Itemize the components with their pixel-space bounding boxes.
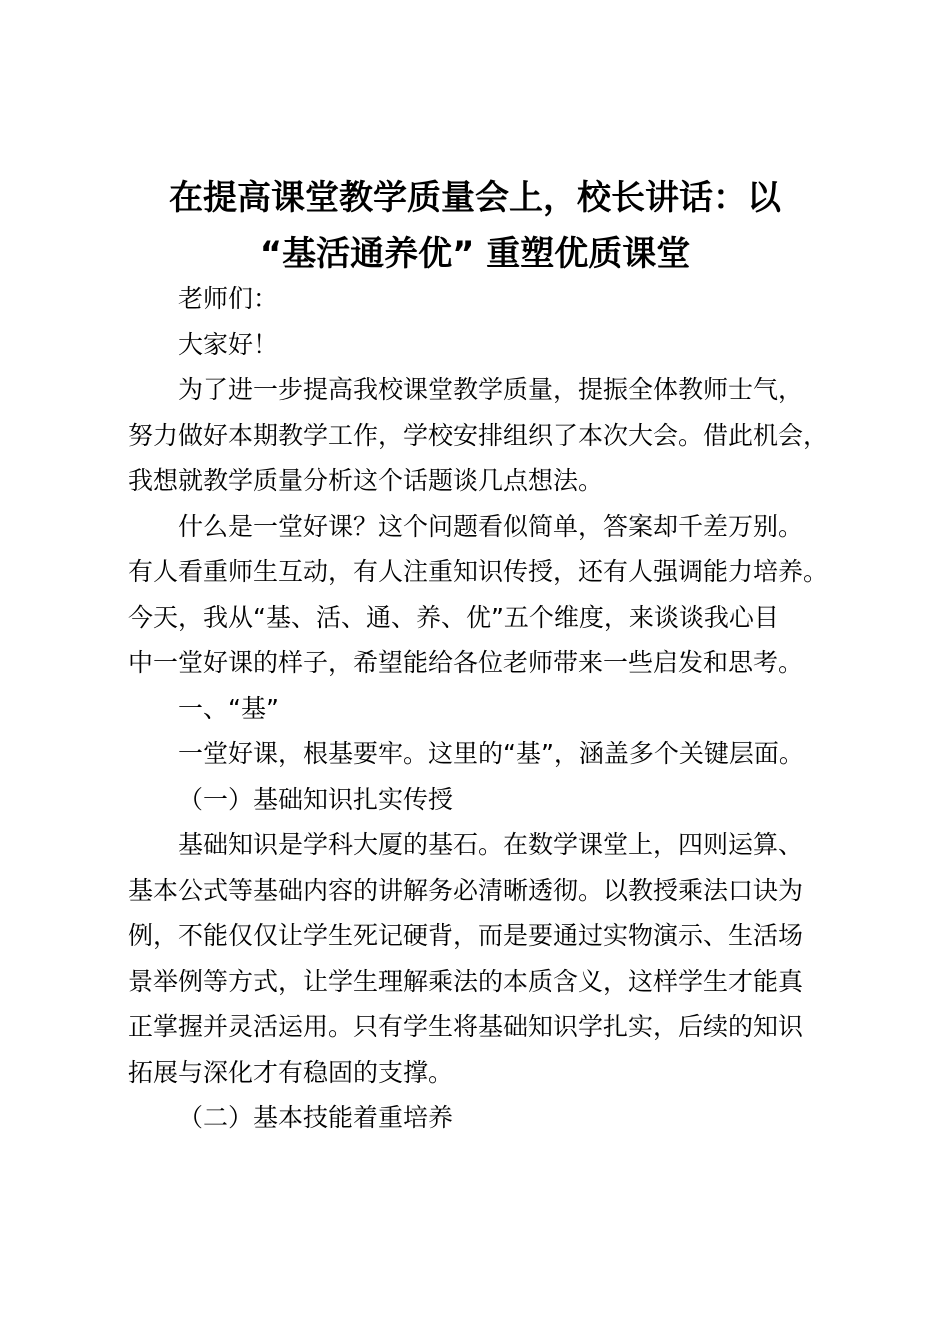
salutation: 老师们： xyxy=(178,284,279,313)
paragraph-3-line-4: 景举例等方式，让学生理解乘法的本质含义，这样学生才能真 xyxy=(128,966,804,996)
paragraph-1-line-3: 我想就教学质量分析这个话题谈几点想法。 xyxy=(128,466,604,495)
section-heading-1: 一、“基” xyxy=(178,693,279,723)
paragraph-1-line-2: 努力做好本期教学工作，学校安排组织了本次大会。借此机会， xyxy=(128,420,829,450)
paragraph-2-line-3: 今天，我从“基、活、通、养、优”五个维度，来谈谈我心目 xyxy=(128,602,779,632)
document-title xyxy=(120,170,830,282)
paragraph-3-line-3: 例，不能仅仅让学生死记硬背，而是要通过实物演示、生活场 xyxy=(128,921,804,950)
paragraph-3-line-1: 基础知识是学科大厦的基石。在数学课堂上，四则运算、 xyxy=(178,830,804,859)
paragraph-3-line-5: 正掌握并灵活运用。只有学生将基础知识学扎实，后续的知识 xyxy=(128,1012,804,1041)
subsection-heading-2: （二）基本技能着重培养 xyxy=(178,1103,454,1132)
greeting: 大家好！ xyxy=(178,329,279,359)
paragraph-1-line-1: 为了进一步提高我校课堂教学质量，提振全体教师士气， xyxy=(178,375,804,404)
paragraph-2-line-4: 中一堂好课的样子，希望能给各位老师带来一些启发和思考。 xyxy=(128,648,804,677)
paragraph-3-line-2: 基本公式等基础内容的讲解务必清晰透彻。以教授乘法口诀为 xyxy=(128,875,804,905)
title-line-1: 在提高课堂教学质量会上，校长讲话：以 xyxy=(169,178,781,218)
subsection-heading-1: （一）基础知识扎实传授 xyxy=(178,784,454,814)
section-intro: 一堂好课，根基要牢。这里的“基”，涵盖多个关键层面。 xyxy=(178,739,804,768)
paragraph-3-line-6: 拓展与深化才有稳固的支撑。 xyxy=(128,1057,454,1087)
document-body xyxy=(128,276,838,1141)
paragraph-2-line-1: 什么是一堂好课？这个问题看似简单，答案却千差万别。 xyxy=(178,511,804,541)
paragraph-2-line-2: 有人看重师生互动，有人注重知识传授，还有人强调能力培养。 xyxy=(128,557,829,586)
title-line-2: “基活通养优” 重塑优质课堂 xyxy=(259,234,691,274)
